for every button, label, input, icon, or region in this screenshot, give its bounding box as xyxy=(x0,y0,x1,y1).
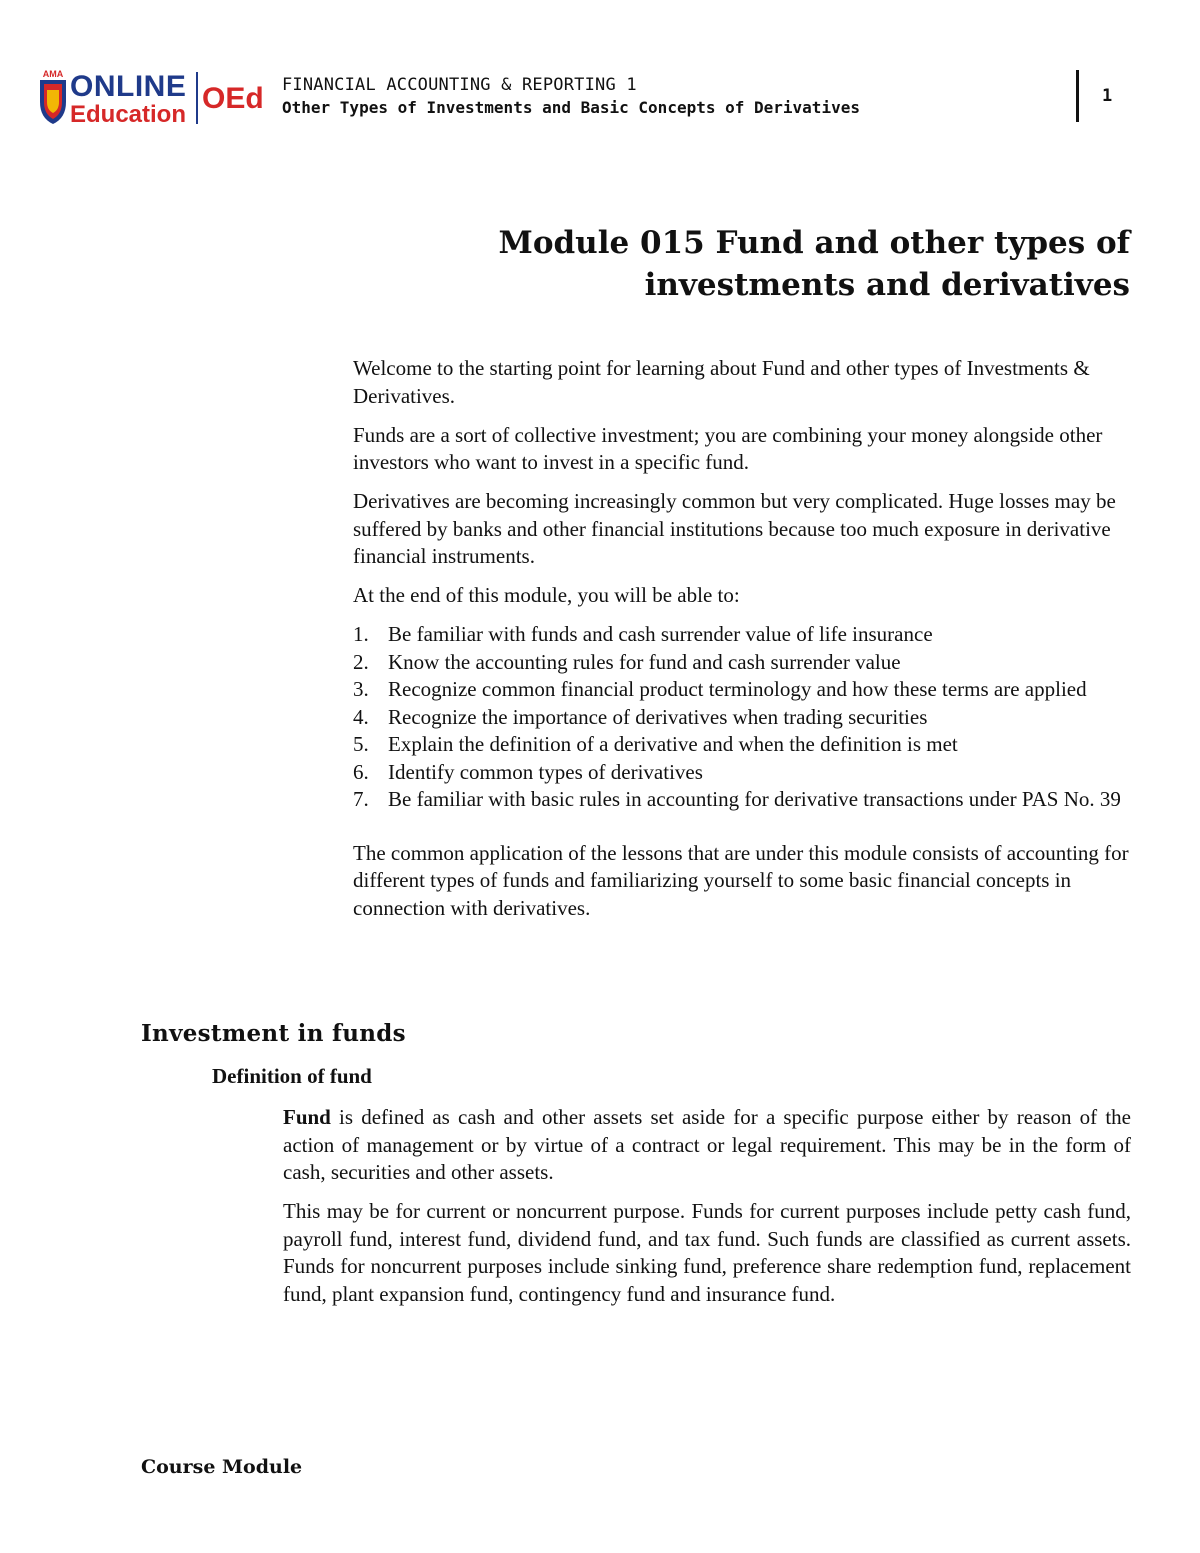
module-title-line2: investments and derivatives xyxy=(644,267,1130,303)
list-number: 4. xyxy=(353,704,369,729)
crest-icon xyxy=(40,69,66,124)
intro-paragraph: Funds are a sort of collective investment; you are combining your money alongside other investors who want to invest in a specific fund. xyxy=(353,422,1103,474)
list-item-text: Be familiar with basic rules in accounting for derivative transactions under PAS No. 39 xyxy=(388,787,1121,811)
intro-section xyxy=(353,355,1138,934)
online-education-logo xyxy=(36,66,276,130)
list-item-text: Identify common types of derivatives xyxy=(388,759,703,784)
section-heading: Investment in funds xyxy=(141,1020,406,1047)
module-title-line1: Module 015 Fund and other types of xyxy=(498,225,1130,261)
intro-closing-paragraph: The common application of the lessons that are under this module consists of accounting for different types of funds and familiarizing yourself to some basic financial concepts in connection with derivatives. xyxy=(353,840,1129,920)
module-title xyxy=(430,222,1130,306)
list-item xyxy=(353,649,1138,677)
list-item xyxy=(353,759,1138,787)
sub-heading: Definition of fund xyxy=(212,1064,372,1088)
course-title: FINANCIAL ACCOUNTING & REPORTING 1 xyxy=(282,75,637,95)
crest-text: AMA xyxy=(42,69,64,79)
list-number: 7. xyxy=(353,787,369,811)
list-number: 6. xyxy=(353,759,369,784)
list-item xyxy=(353,786,1138,814)
fund-purpose-paragraph: This may be for current or noncurrent purpose. Funds for current purposes include petty cash fund, payroll fund, interest fund, dividend fund, and tax fund. Such funds are classified as current assets. Funds for noncurrent purposes include sinking fund, preference share redemption fund, replacement fund, plant expansion fund, contingency fund and insurance fund. xyxy=(283,1199,1131,1306)
intro-paragraph: Derivatives are becoming increasingly common but very complicated. Huge losses may be suffered by banks and other financial institutions because too much exposure in derivative financial instruments. xyxy=(353,489,1116,568)
list-number: 1. xyxy=(353,622,369,646)
list-item-text: Explain the definition of a derivative and when the definition is met xyxy=(388,732,958,756)
course-subtitle: Other Types of Investments and Basic Concepts of Derivatives xyxy=(282,98,860,117)
intro-paragraph: At the end of this module, you will be able to: xyxy=(353,583,740,607)
brand-top-text: ONLINE xyxy=(70,70,187,103)
list-item xyxy=(353,704,1138,732)
intro-paragraph: Welcome to the starting point for learning about Fund and other types of Investments & Derivatives. xyxy=(353,356,1090,408)
list-item xyxy=(353,621,1138,649)
list-item-text: Recognize common financial product terminology and how these terms are applied xyxy=(388,677,1087,701)
brand-bottom-text: Education xyxy=(70,101,187,128)
list-item-text: Be familiar with funds and cash surrender value of life insurance xyxy=(388,622,933,646)
page-header xyxy=(36,66,1136,136)
objectives-list xyxy=(353,621,1138,814)
footer-label: Course Module xyxy=(141,1456,303,1478)
definition-paragraph xyxy=(283,1104,1131,1187)
definition-section xyxy=(283,1104,1131,1320)
brand-short-text: OEd xyxy=(202,82,264,115)
header-divider xyxy=(1076,70,1079,122)
list-number: 5. xyxy=(353,732,369,756)
list-number: 2. xyxy=(353,649,369,674)
page-number: 1 xyxy=(1102,86,1113,106)
definition-term: Fund xyxy=(283,1105,331,1129)
list-number: 3. xyxy=(353,677,369,701)
header-text xyxy=(282,74,1042,120)
list-item xyxy=(353,731,1138,759)
list-item xyxy=(353,676,1138,704)
definition-text: is defined as cash and other assets set aside for a specific purpose either by reason of the action of management or by virtue of a contract or legal requirement. This may be in the form of cash, securities and other assets. xyxy=(283,1105,1131,1184)
list-item-text: Recognize the importance of derivatives when trading securities xyxy=(388,704,928,729)
list-item-text: Know the accounting rules for fund and cash surrender value xyxy=(388,649,901,674)
